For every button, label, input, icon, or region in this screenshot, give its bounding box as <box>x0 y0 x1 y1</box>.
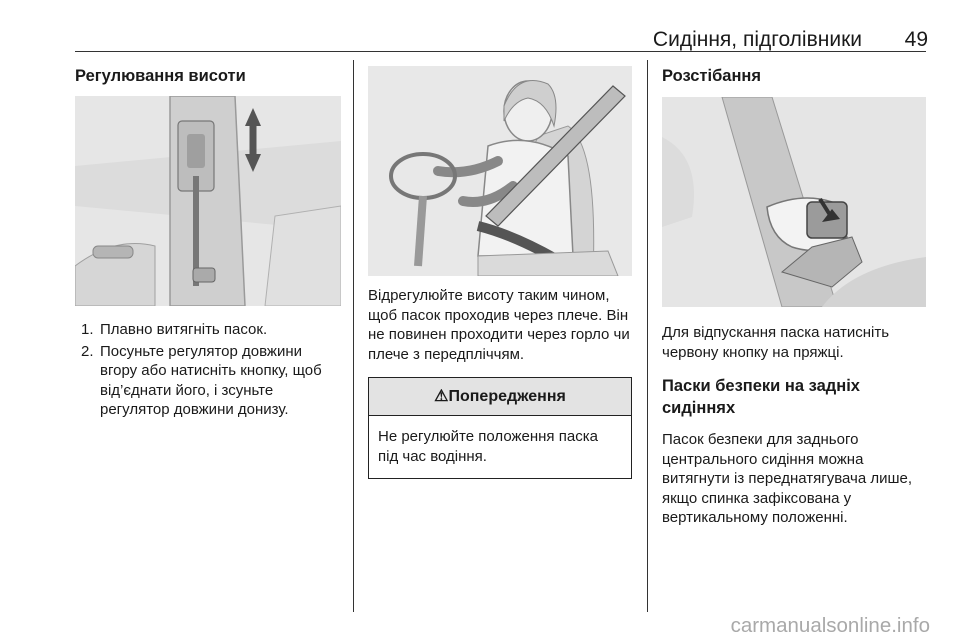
figure-belt-height-adjuster <box>75 96 341 306</box>
list-item <box>75 320 341 340</box>
belt-fit-paragraph: Відрегулюйте висоту таким чином, щоб пасок проходив через плече. Він не повинен проходити через горло чи плече з передпліччям. <box>368 287 630 363</box>
step-text: Посуньте регулятор довжини вгору або натисніть кнопку, щоб від’єднати його, і зсуньте регулятор довжини донизу. <box>100 342 322 418</box>
page-header-title: Сидіння, підголівники <box>652 28 862 51</box>
warning-triangle-icon: ⚠ <box>434 388 449 405</box>
column-divider-right <box>647 60 648 612</box>
warning-header <box>369 378 631 416</box>
warning-text: Не регулюйте положення паска під час водіння. <box>378 428 598 465</box>
list-item <box>75 342 341 420</box>
section-heading-unbuckling: Розстібання <box>662 67 762 85</box>
warning-box <box>368 377 632 479</box>
figure-buckle-release <box>662 97 926 307</box>
step-number: 2. <box>81 342 94 360</box>
rear-seats-paragraph: Пасок безпеки для заднього центрального сидіння можна витягнути із переднатягувача лише, якщо спинка зафіксована у вертикальному положенні. <box>662 431 913 526</box>
column-unbuckling <box>662 66 926 528</box>
steps-list <box>75 320 341 420</box>
column-belt-fit <box>368 66 632 479</box>
header-rule <box>75 51 926 52</box>
column-divider-left <box>353 60 354 612</box>
column-height-adjustment <box>75 66 341 422</box>
step-number: 1. <box>81 321 94 338</box>
warning-title: Попередження <box>448 388 566 405</box>
watermark: carmanualsonline.info <box>730 614 930 637</box>
page-number: 49 <box>904 28 928 51</box>
figure-seated-driver-belt <box>368 66 632 276</box>
section-heading-height: Регулювання висоти <box>75 67 246 85</box>
unbuckling-paragraph: Для відпускання паска натисніть червону кнопку на пряжці. <box>662 324 890 361</box>
step-text: Плавно витягніть пасок. <box>100 321 268 338</box>
section-heading-rear-seats: Паски безпеки на задніх сидіннях <box>662 377 860 417</box>
